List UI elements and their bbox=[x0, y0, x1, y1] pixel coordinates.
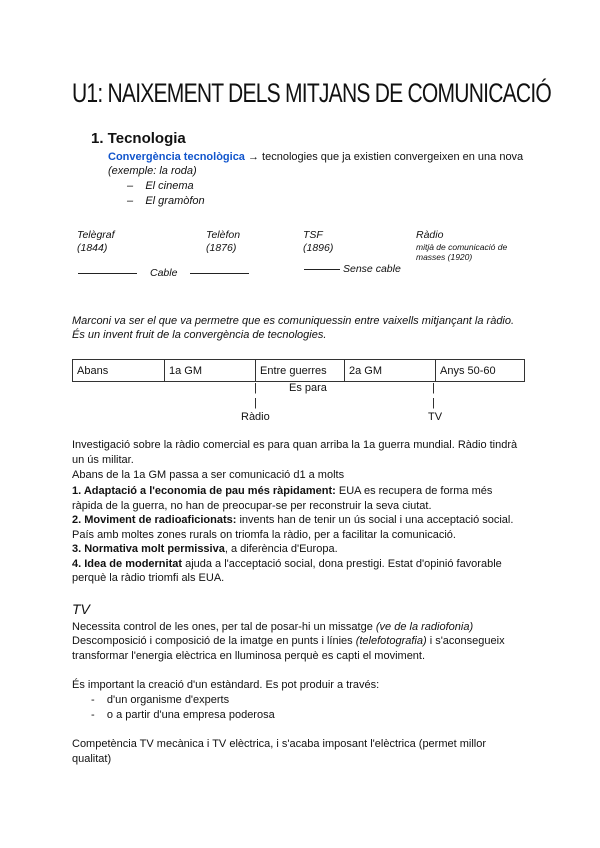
periods-table bbox=[72, 359, 525, 382]
es-para-label: Es para bbox=[289, 382, 327, 394]
period-cell: Abans bbox=[73, 360, 165, 382]
tv-line-3: transformar l'energia elèctrica en lluminosa perquè es capti el moviment. bbox=[72, 650, 426, 662]
point-4: 4. Idea de modernitat ajuda a l'acceptació social, dona prestigi. Estat d'opinió favorable bbox=[72, 558, 502, 570]
wireless-label: Sense cable bbox=[343, 263, 401, 275]
timeline-radio-subtitle: mitjà de comunicació de masses (1920) bbox=[416, 242, 508, 262]
timeline-telefon-year: (1876) bbox=[206, 242, 237, 254]
marconi-line2: És un invent fruit de la convergència de tecnologies. bbox=[72, 329, 327, 341]
cable-line-right bbox=[190, 273, 249, 274]
convergence-example: (exemple: la roda) bbox=[108, 165, 197, 177]
timeline-telegraf-year: (1844) bbox=[77, 242, 108, 254]
point-4-cont: perquè la ràdio triomfi als EUA. bbox=[72, 572, 225, 584]
section-heading-tecnologia: 1. Tecnologia bbox=[91, 130, 186, 147]
convergence-arrow-text: → tecnologies que ja existien convergeixen en una nova bbox=[244, 151, 524, 163]
list-item: – El cinema bbox=[127, 180, 194, 192]
tv-line-5: Competència TV mecànica i TV elèctrica, i s'acaba imposant l'elèctrica (permet millor bbox=[72, 738, 487, 750]
tv-line-2: Descomposició i composició de la imatge en punts i línies (telefotografia) i s'aconsegueix bbox=[72, 635, 505, 647]
tv-line-4: És important la creació d'un estàndard. Es pot produir a través: bbox=[72, 679, 380, 691]
tv-pipe-1: | bbox=[432, 382, 435, 394]
period-cell: Entre guerres bbox=[256, 360, 345, 382]
timeline-telefon: Telèfon bbox=[206, 229, 241, 241]
point-3: 3. Normativa molt permissiva, a diferència d'Europa. bbox=[72, 543, 338, 555]
convergence-definition bbox=[108, 151, 523, 163]
list-item: – El gramòfon bbox=[127, 195, 205, 207]
tv-line-6: qualitat) bbox=[72, 753, 112, 765]
marconi-line1: Marconi va ser el que va permetre que es comuniquessin entre vaixells mitjançant la ràdio. bbox=[72, 315, 515, 327]
point-2-cont: País amb moltes zones rurals on triomfa la ràdio, per a facilitar la comunicació. bbox=[72, 529, 456, 541]
timeline-tsf-year: (1896) bbox=[303, 242, 334, 254]
convergence-term: Convergència tecnològica bbox=[108, 151, 245, 163]
timeline-radio: Ràdio bbox=[416, 229, 444, 241]
radio-label: Ràdio bbox=[241, 411, 270, 423]
radio-pipe-1: | bbox=[254, 382, 257, 394]
list-item: - o a partir d'una empresa poderosa bbox=[91, 709, 275, 721]
tv-heading: TV bbox=[72, 601, 90, 617]
cable-line-left bbox=[78, 273, 137, 274]
radio-pipe-2: | bbox=[254, 397, 257, 409]
wireless-line bbox=[304, 269, 340, 270]
page-title: U1: NAIXEMENT DELS MITJANS DE COMUNICACIÓ bbox=[72, 78, 551, 108]
radio-paragraph-1b: un ús militar. bbox=[72, 454, 134, 466]
period-cell: 2a GM bbox=[345, 360, 436, 382]
tv-pipe-2: | bbox=[432, 397, 435, 409]
radio-paragraph-1: Investigació sobre la ràdio comercial es para quan arriba la 1a guerra mundial. Ràdio tindrà bbox=[72, 439, 518, 451]
period-cell: 1a GM bbox=[165, 360, 256, 382]
period-cell: Anys 50-60 bbox=[436, 360, 525, 382]
point-1: 1. Adaptació a l'economia de pau més ràpidament: EUA es recupera de forma més bbox=[72, 485, 493, 497]
radio-paragraph-2: Abans de la 1a GM passa a ser comunicació d1 a molts bbox=[72, 469, 345, 481]
list-item: - d'un organisme d'experts bbox=[91, 694, 230, 706]
point-2: 2. Moviment de radioaficionats: invents han de tenir un ús social i una acceptació social. bbox=[72, 514, 514, 526]
tv-line-1: Necessita control de les ones, per tal de posar-hi un missatge (ve de la radiofonia) bbox=[72, 621, 474, 633]
timeline-tsf: TSF bbox=[303, 229, 323, 241]
point-1-cont: ràpida de la guerra, no han de preocupar-se per reconstruir la seva ciutat. bbox=[72, 500, 432, 512]
tv-label: TV bbox=[428, 411, 443, 423]
cable-label: Cable bbox=[150, 267, 178, 279]
timeline-telegraf: Telègraf bbox=[77, 229, 115, 241]
